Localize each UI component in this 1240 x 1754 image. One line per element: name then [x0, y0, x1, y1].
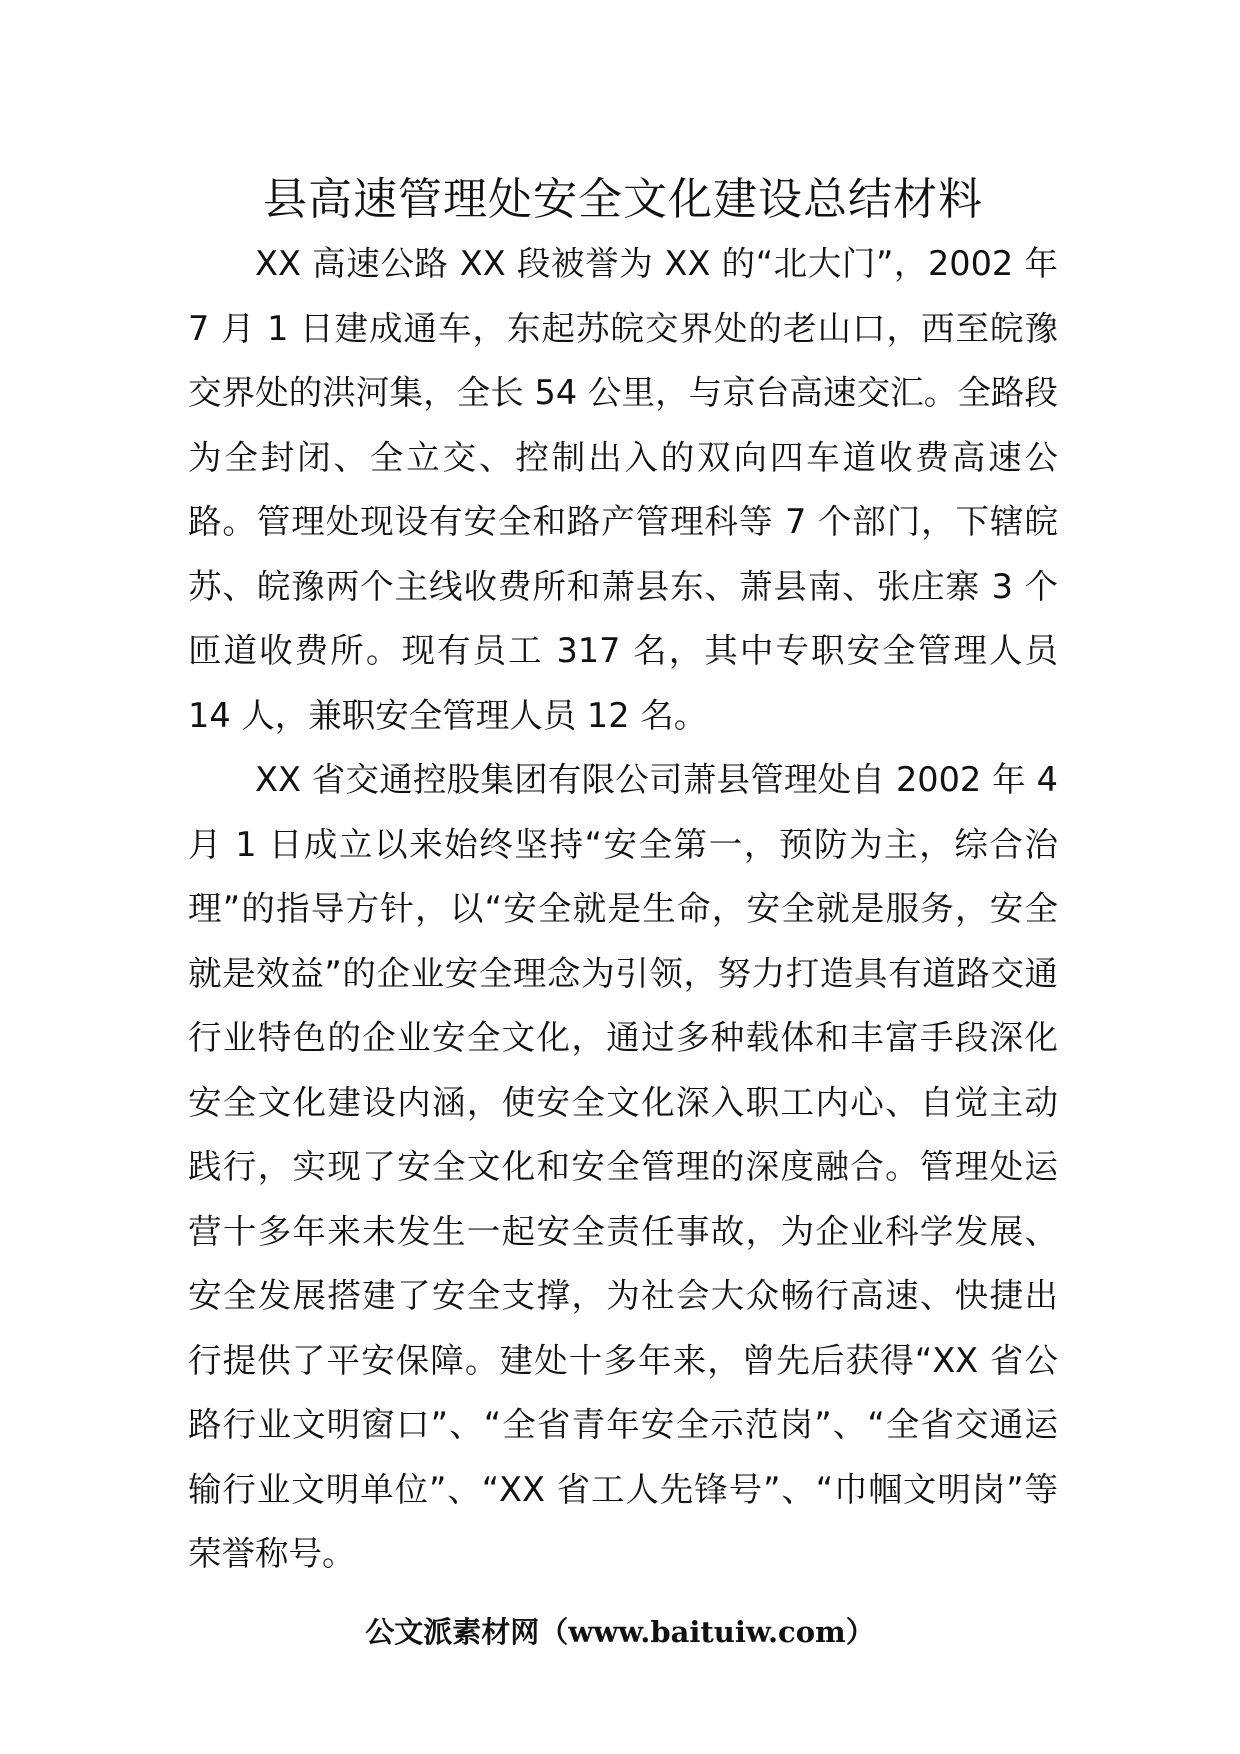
footer-watermark-text: 公文派素材网（www.baituiw.com）: [365, 1615, 875, 1649]
document-body: [188, 232, 1058, 1587]
document-title: 县高速管理处安全文化建设总结材料: [263, 174, 983, 225]
paragraph-1: XX 高速公路 XX 段被誉为 XX 的“北大门”，2002 年 7 月 1 日建成通车，东起苏皖交界处的老山口，西至皖豫交界处的洪河集，全长 54 公里，与京台高速交汇。全路段为全封闭、全立交、控制出入的双向四车道收费高速公路。管理处现设有安全和路产管理科等 7 个部门，下辖皖苏、皖豫两个主线收费所和萧县东、萧县南、张庄寨 3 个匝道收费所。现有员工 317 名，其中专职安全管理人员 14 人，兼职安全管理人员 12 名。: [188, 244, 1058, 735]
paragraph-2: XX 省交通控股集团有限公司萧县管理处自 2002 年 4 月 1 日成立以来始终坚持“安全第一，预防为主，综合治理”的指导方针，以“安全就是生命，安全就是服务，安全就是效益”的企业安全理念为引领，努力打造具有道路交通行业特色的企业安全文化，通过多种载体和丰富手段深化安全文化建设内涵，使安全文化深入职工内心、自觉主动践行，实现了安全文化和安全管理的深度融合。管理处运营十多年来未发生一起安全责任事故，为企业科学发展、安全发展搭建了安全支撑，为社会大众畅行高速、快捷出行提供了平安保障。建处十多年来，曾先后获得“XX 省公路行业文明窗口”、“全省青年安全示范岗”、“全省交通运输行业文明单位”、“XX 省工人先锋号”、“巾帼文明岗”等荣誉称号。: [188, 760, 1058, 1573]
